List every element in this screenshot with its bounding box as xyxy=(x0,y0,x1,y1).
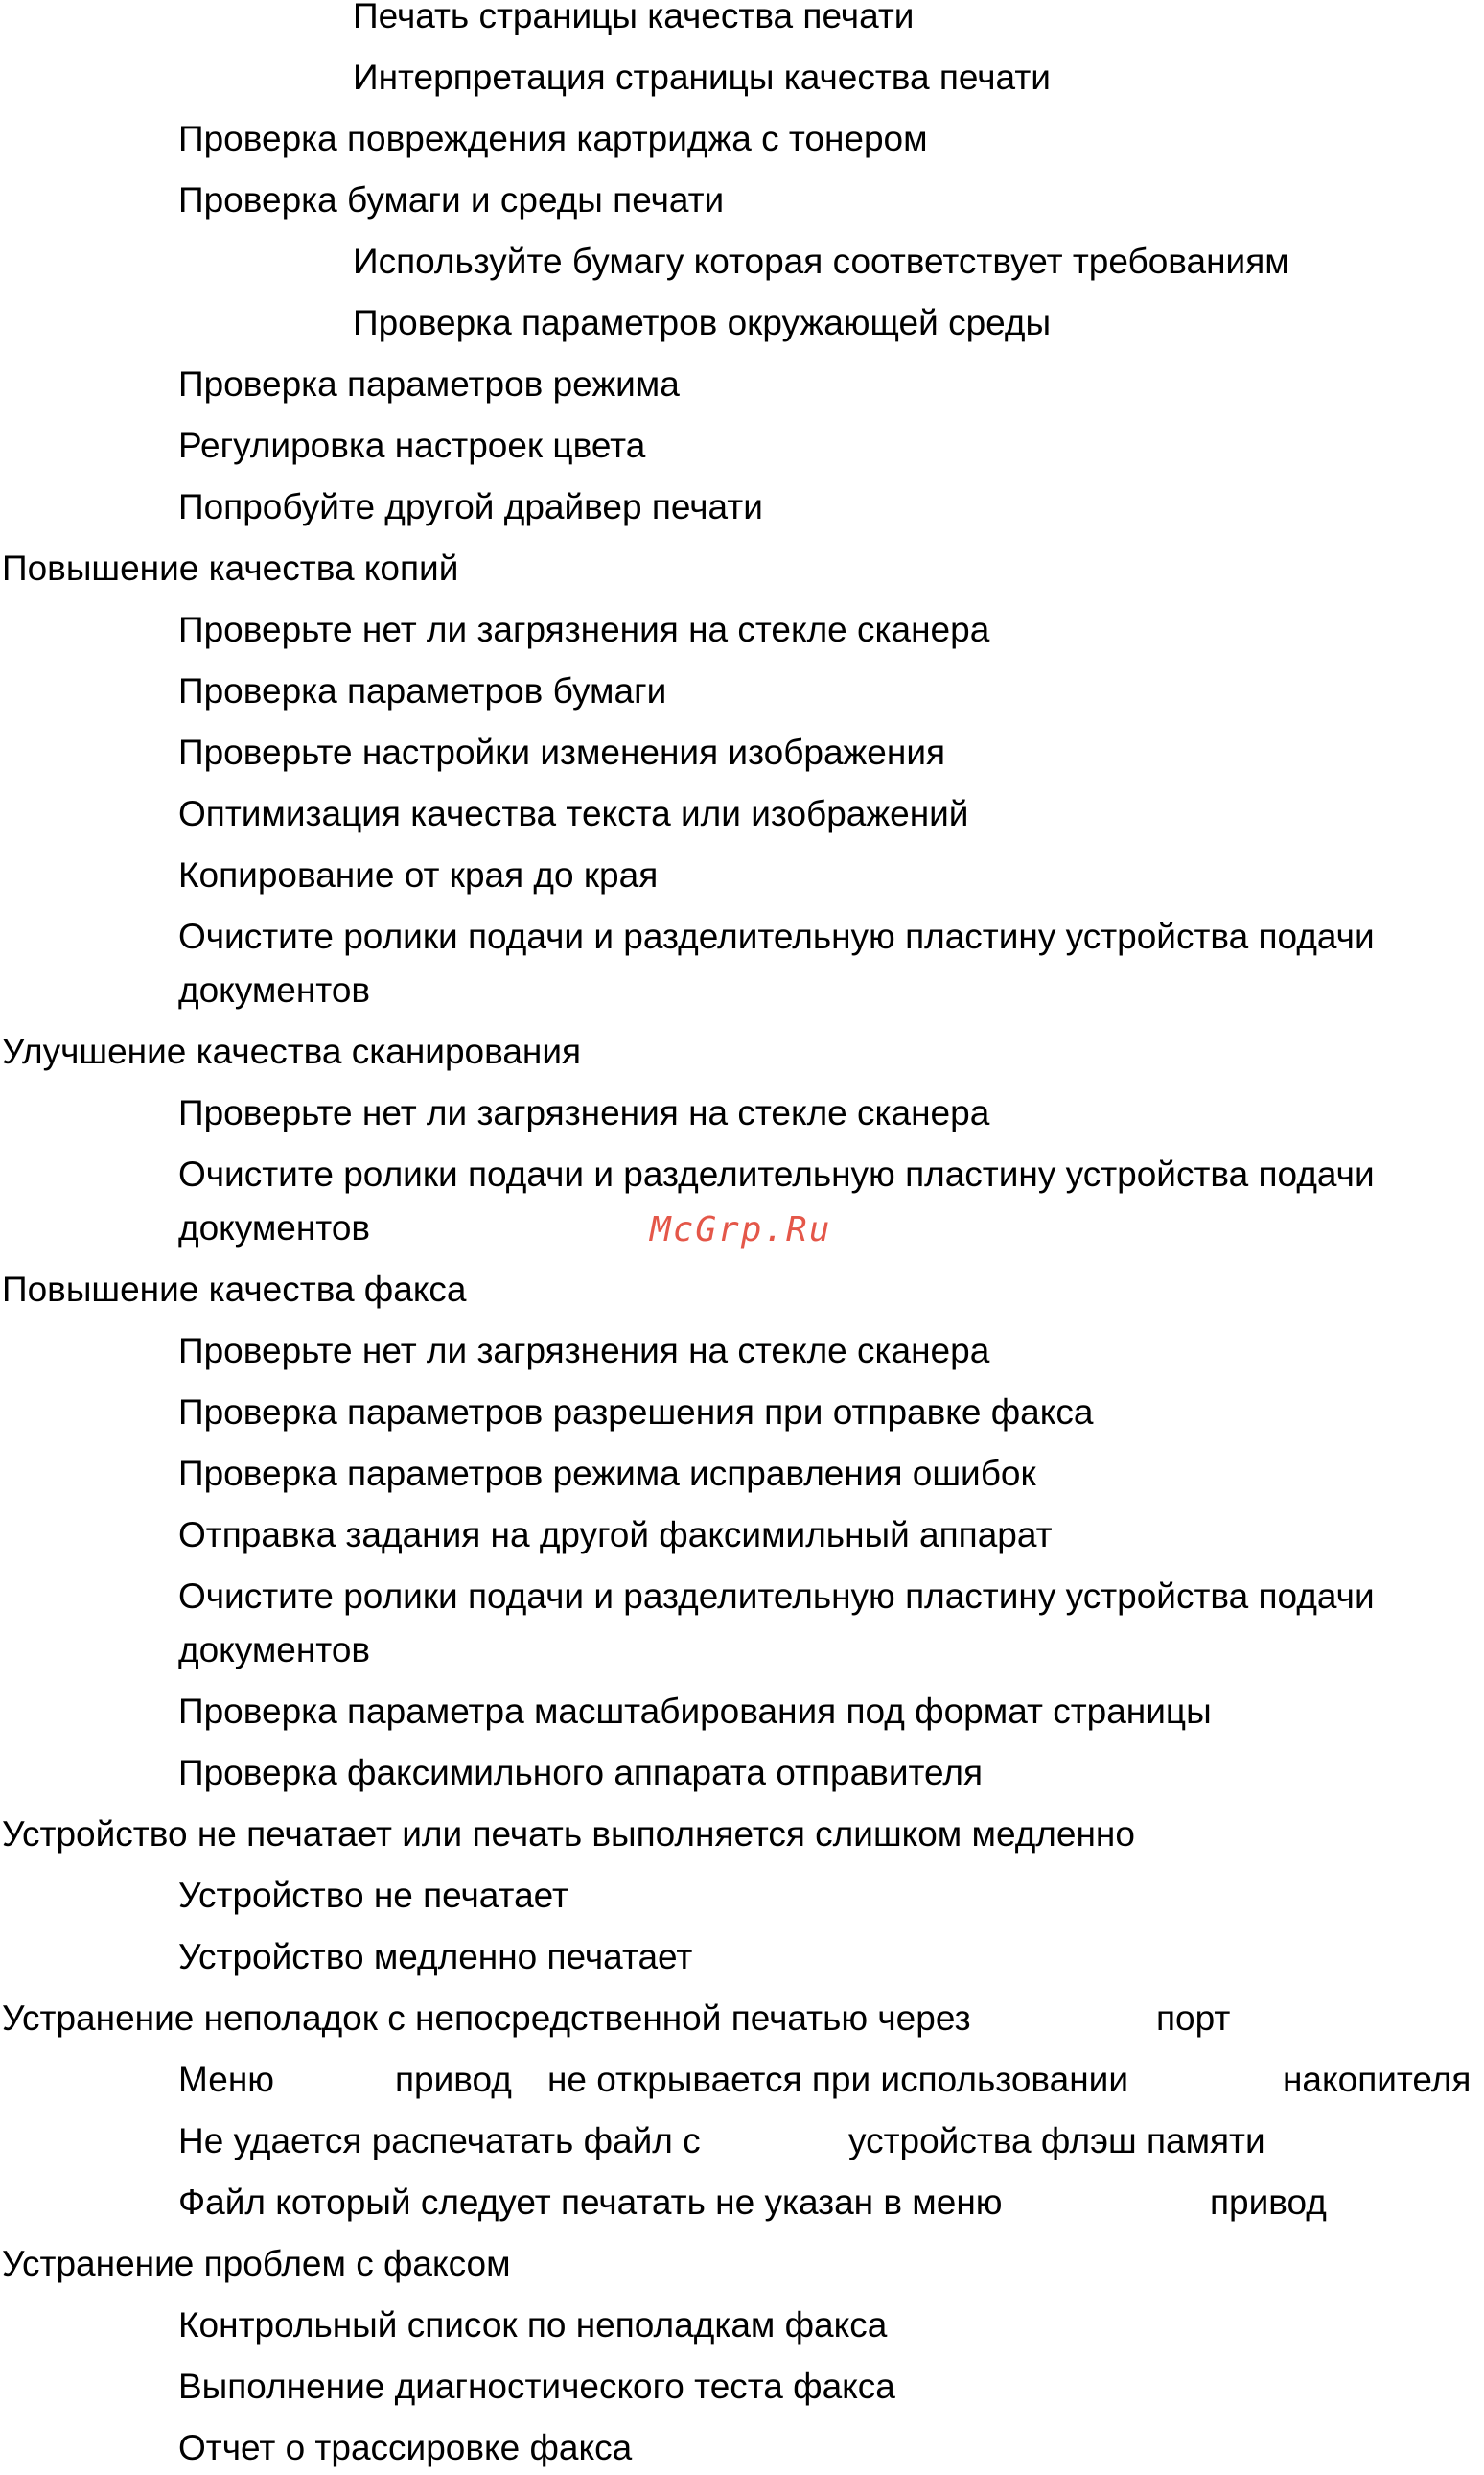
toc-entry[interactable]: Проверка параметров окружающей среды xyxy=(353,303,1052,342)
toc-entry[interactable]: Отправка задания на другой факсимильный аппарат xyxy=(178,1515,1053,1554)
toc-entry[interactable]: Попробуйте другой драйвер печати xyxy=(178,487,763,526)
toc-section-heading[interactable]: Улучшение качества сканирования xyxy=(2,1032,582,1071)
toc-entry[interactable]: Проверка параметра масштабирования под формат страницы xyxy=(178,1692,1212,1731)
toc-section-heading[interactable]: Устранение проблем с факсом xyxy=(2,2244,511,2283)
entry-text: накопителя xyxy=(1283,2060,1472,2099)
toc-entry[interactable]: Проверка параметров разрешения при отправке факса xyxy=(178,1392,1094,1432)
toc-entry[interactable]: Проверьте нет ли загрязнения на стекле сканера xyxy=(178,1331,990,1370)
entry-text: Файл который следует печатать не указан в меню xyxy=(178,2183,1003,2222)
toc-entry[interactable]: Очистите ролики подачи и разделительную пластину устройства подачи документов xyxy=(178,1155,1375,1248)
toc-entry[interactable]: Проверка факсимильного аппарата отправителя xyxy=(178,1753,984,1792)
toc-entry[interactable]: Очистите ролики подачи и разделительную пластину устройства подачи документов xyxy=(178,917,1375,1010)
toc-entry[interactable]: Печать страницы качества печати xyxy=(353,0,915,35)
toc-entry[interactable]: Устройство медленно печатает xyxy=(178,1937,693,1976)
toc-entry[interactable]: Копирование от края до края xyxy=(178,855,659,895)
toc-entry[interactable]: Проверьте нет ли загрязнения на стекле сканера xyxy=(178,1093,990,1132)
toc-section-heading[interactable]: Повышение качества копий xyxy=(2,549,459,588)
heading-text: Устранение неполадок с непосредственной печатью через xyxy=(2,1998,971,2038)
watermark-logo: McGrp.Ru xyxy=(650,1210,832,1249)
toc-entry[interactable]: Контрольный список по неполадкам факса xyxy=(178,2305,888,2345)
toc-entry[interactable]: Проверка повреждения картриджа с тонером xyxy=(178,119,928,158)
toc-entry[interactable]: Проверьте настройки изменения изображения xyxy=(178,733,946,772)
entry-text: привод xyxy=(395,2060,512,2099)
entry-text: устройства флэш памяти xyxy=(848,2121,1265,2160)
heading-text-port: порт xyxy=(1156,1998,1231,2038)
toc-entry[interactable]: Оптимизация качества текста или изображений xyxy=(178,794,969,833)
toc-entry[interactable]: Проверьте нет ли загрязнения на стекле сканера xyxy=(178,610,990,649)
entry-text: Меню xyxy=(178,2060,274,2099)
entry-text: привод xyxy=(1210,2183,1327,2222)
toc-entry[interactable]: Устройство не печатает xyxy=(178,1876,568,1915)
toc-entry[interactable]: Проверка параметров режима исправления ошибок xyxy=(178,1454,1036,1493)
toc-entry[interactable]: Проверка параметров бумаги xyxy=(178,671,667,711)
entry-text: не открывается при использовании xyxy=(547,2060,1128,2099)
entry-text: Не удается распечатать файл с xyxy=(178,2121,701,2160)
toc-entry[interactable]: Проверка бумаги и среды печати xyxy=(178,180,725,220)
toc-entry[interactable]: Очистите ролики подачи и разделительную пластину устройства подачи документов xyxy=(178,1576,1375,1669)
toc-entry[interactable]: Отчет о трассировке факса xyxy=(178,2428,633,2467)
toc-entry[interactable]: Используйте бумагу которая соответствует требованиям xyxy=(353,242,1289,281)
toc-entry[interactable]: Интерпретация страницы качества печати xyxy=(353,58,1051,97)
toc-section-heading[interactable]: Устройство не печатает или печать выполняется слишком медленно xyxy=(2,1814,1135,1854)
toc-entry[interactable]: Регулировка настроек цвета xyxy=(178,426,646,465)
toc-entry[interactable]: Проверка параметров режима xyxy=(178,364,680,404)
toc-section-heading[interactable]: Повышение качества факса xyxy=(2,1270,467,1309)
toc-entry[interactable]: Выполнение диагностического теста факса xyxy=(178,2367,895,2406)
